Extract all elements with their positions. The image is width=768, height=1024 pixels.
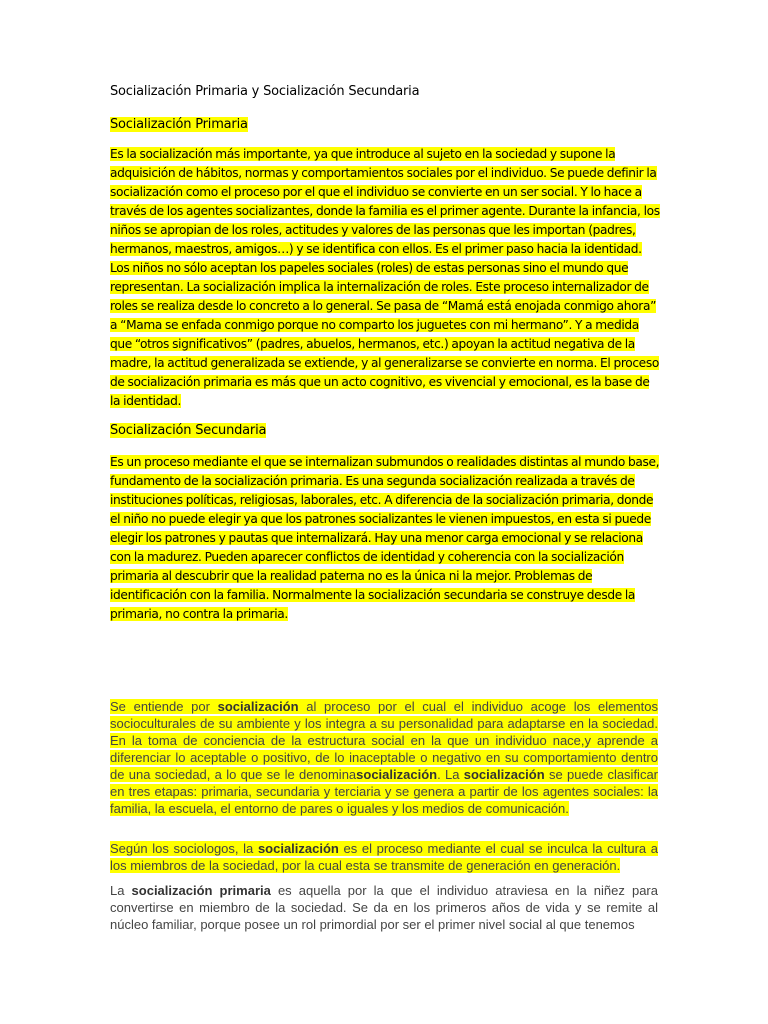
section-heading-primaria	[110, 117, 248, 132]
heading-text: Socialización Secundaria	[110, 423, 267, 438]
highlighted-paragraph: Es un proceso mediante el que se internalizan submundos o realidades distintas al mundo base, fundamento de la socialización primaria. Es una segunda socialización realizada a través de instituciones políticas, religiosas, laborales, etc. A diferencia de la socialización primaria, donde el niño no puede elegir ya que los patrones socializantes le vienen impuestos, en esta si puede elegir los patrones y pautas que internalizará. Hay una menor carga emocional y se relaciona con la madurez. Pueden aparecer conflictos de identidad y coherencia con la socialización primaria al descubrir que la realidad paterna no es la única ni la mejor. Problemas de identificación con la familia. Normalmente la socialización secundaria se construye desde la primaria, no contra la primaria.	[110, 455, 660, 621]
web-paragraph-primary: La socialización primaria es aquella por la que el individuo atraviesa en la niñez para convertirse en miembro de la sociedad. Se da en los primeros años de vida y se remite al núcleo familiar, porque posee un rol primordial por ser el primer nivel social al que tenemos	[110, 883, 658, 932]
heading-text: Socialización Primaria	[110, 117, 248, 132]
section-body-primaria	[110, 145, 660, 411]
web-paragraph-definition	[110, 698, 658, 817]
section-body-secundaria	[110, 453, 660, 624]
highlighted-text: Se entiende por socialización al proceso por el cual el individuo acoge los elementos socioculturales de su ambiente y los integra a su personalidad para adaptarse en la sociedad. En la toma de conciencia de la estructura social en la que un individuo nace,y aprende a diferenciar lo aceptable o positivo, de lo inaceptable o negativo en su comportamiento dentro de una sociedad, a lo que se le denominasocialización. La socialización se puede clasificar en tres etapas: primaria, secundaria y terciaria y se genera a partir de los agentes sociales: la familia, la escuela, el entorno de pares o iguales y los medios de comunicación.	[110, 699, 659, 816]
section-heading-secundaria	[110, 423, 266, 438]
web-paragraph-sociologists	[110, 840, 658, 874]
highlighted-paragraph: Es la socialización más importante, ya que introduce al sujeto en la sociedad y supone la adquisición de hábitos, normas y comportamientos sociales por el individuo. Se puede definir la socialización como el proceso por el que el individuo se convierte en un ser social. Y lo hace a través de los agentes socializantes, donde la familia es el primer agente. Durante la infancia, los niños se apropian de los roles, actitudes y valores de las personas que les importan (padres, hermanos, maestros, amigos…) y se identifica con ellos. Es el primer paso hacia la identidad. Los niños no sólo aceptan los papeles sociales (roles) de estas personas sino el mundo que representan. La socialización implica la internalización de roles. Este proceso internalizador de roles se realiza desde lo concreto a lo general. Se pasa de “Mamá está enojada conmigo ahora” a “Mama se enfada conmigo porque no comparto los juguetes con mi hermano”. Y a medida que “otros significativos” (padres, abuelos, hermanos, etc.) apoyan la actitud negativa de la madre, la actitud generalizada se extiende, y al generalizarse se convierte en norma. El proceso de socialización primaria es más que un acto cognitivo, es vivencial y emocional, es la base de la identidad.	[110, 147, 660, 408]
document-title: Socialización Primaria y Socialización Secundaria	[110, 84, 420, 99]
highlighted-text: Según los sociologos, la socialización es el proceso mediante el cual se inculca la cultura a los miembros de la sociedad, por la cual esta se transmite de generación en generación.	[110, 841, 659, 873]
